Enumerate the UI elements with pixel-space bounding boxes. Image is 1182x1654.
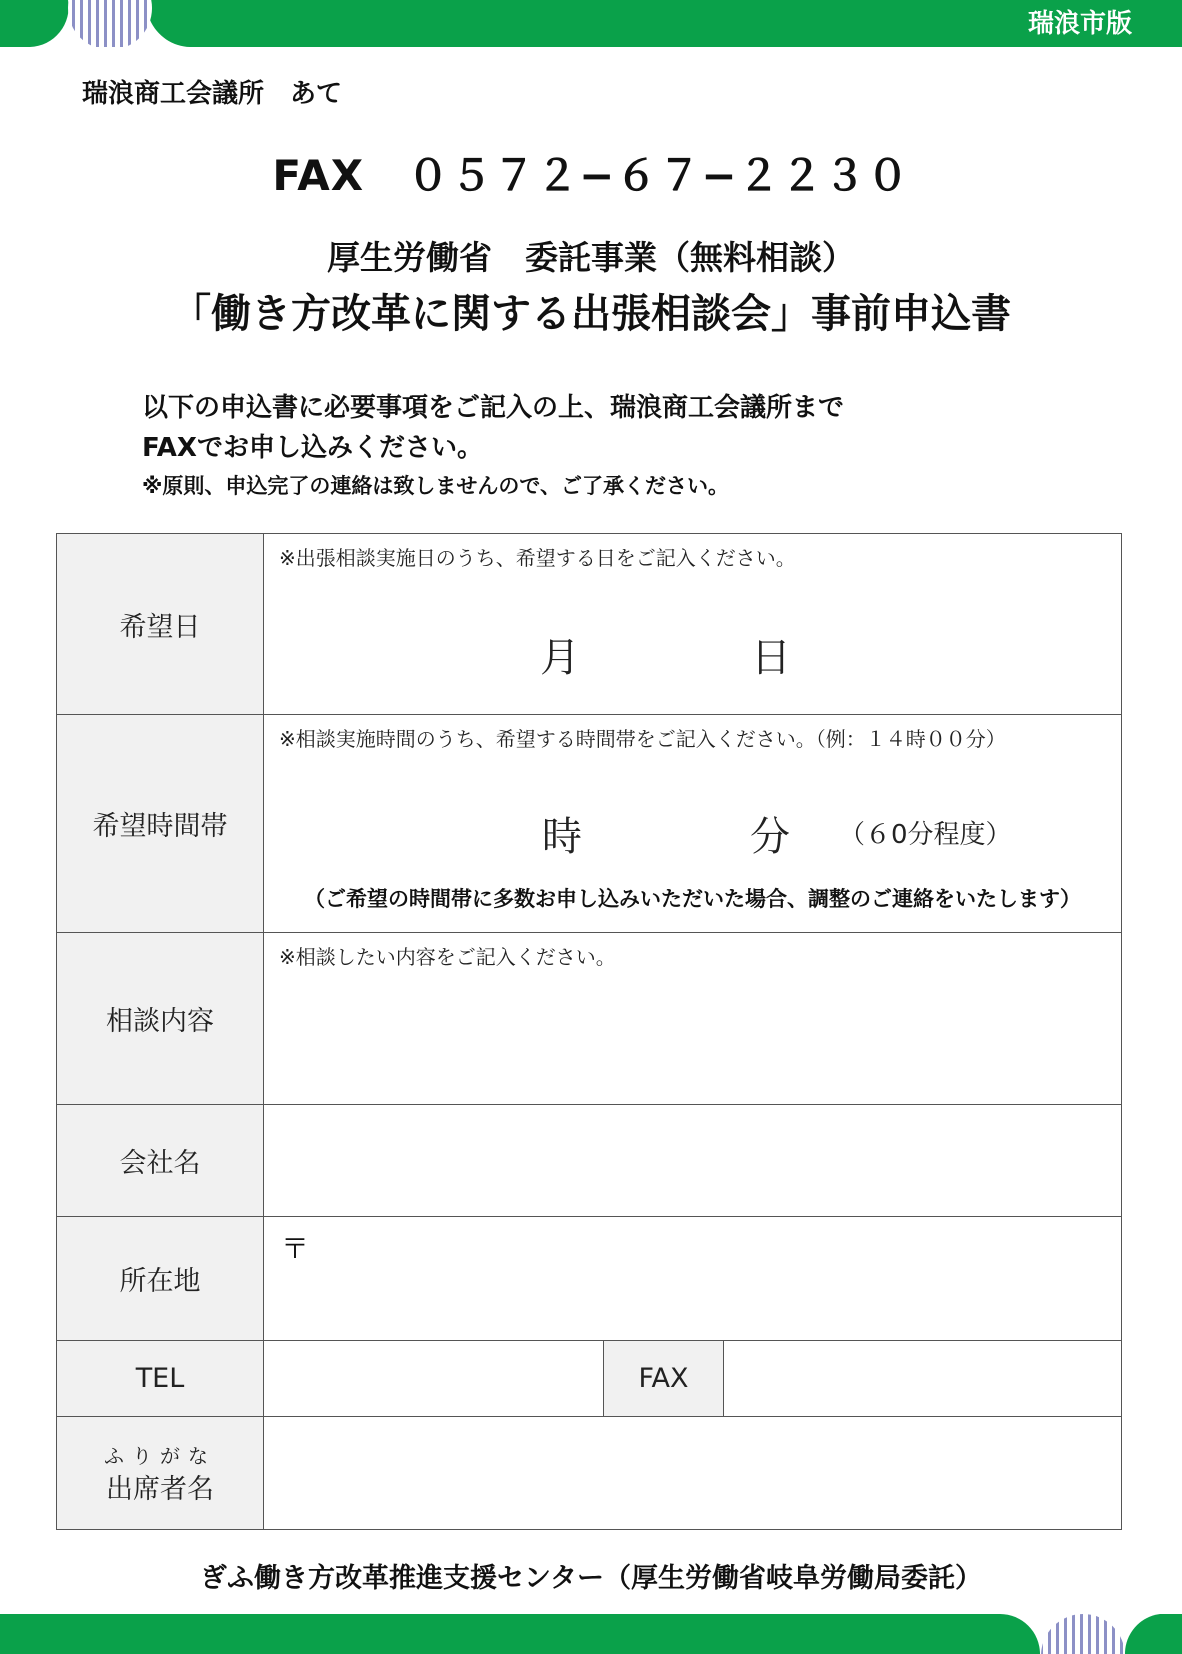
tel-field[interactable]: [264, 1341, 603, 1416]
application-form: [56, 533, 1122, 1530]
duration-note: （６0分程度）: [839, 820, 1012, 850]
preferred-time-note: ※相談実施時間のうち、希望する時間帯をご記入ください。（例：１４時００分）: [279, 727, 1006, 751]
preferred-date-note: ※出張相談実施日のうち、希望する日をご記入ください。: [279, 546, 796, 570]
consultation-content-label: 相談内容: [57, 933, 264, 1104]
fax-field[interactable]: [724, 1341, 1121, 1416]
consultation-content-note: ※相談したい内容をご記入ください。: [279, 945, 616, 969]
company-name-field[interactable]: [264, 1105, 1121, 1216]
attendee-name-field[interactable]: [264, 1417, 1121, 1529]
header-band: [0, 0, 1182, 47]
edition-label: 瑞浪市版: [1027, 9, 1132, 39]
schedule-adjustment-note: （ご希望の時間帯に多数お申し込みいただいた場合、調整のご連絡をいたします）: [304, 887, 1081, 911]
row-consultation-content: [57, 933, 1121, 1105]
address-label: 所在地: [57, 1217, 264, 1340]
instruction-line-1: 以下の申込書に必要事項をご記入の上、瑞浪商工会議所まで: [142, 393, 845, 423]
row-attendee-name: [57, 1417, 1121, 1529]
row-address: [57, 1217, 1121, 1341]
postal-mark: 〒: [281, 1232, 310, 1265]
form-title: 「働き方改革に関する出張相談会」事前申込書: [171, 291, 1011, 337]
hour-unit: 時: [542, 814, 582, 860]
row-preferred-time: [57, 715, 1121, 933]
fax-number-heading: FAX ０５７２−６７−２２３０: [272, 151, 910, 200]
preferred-time-field[interactable]: [264, 715, 1121, 932]
minute-unit: 分: [750, 814, 790, 860]
row-tel-fax: [57, 1341, 1121, 1417]
furigana-label: ふりがな: [104, 1444, 216, 1468]
subtitle: 厚生労働省 委託事業（無料相談）: [327, 238, 855, 277]
consultation-content-field[interactable]: [264, 933, 1121, 1104]
address-field[interactable]: [264, 1217, 1121, 1340]
row-preferred-date: [57, 534, 1121, 715]
preferred-time-label: 希望時間帯: [57, 715, 264, 932]
footer-organization: ぎふ働き方改革推進支援センター（厚生労働省岐阜労働局委託）: [200, 1563, 982, 1594]
row-company-name: [57, 1105, 1121, 1217]
fax-label: FAX: [603, 1341, 724, 1416]
attendee-label-text: 出席者名: [106, 1474, 214, 1505]
instruction-line-2: FAXでお申し込みください。: [142, 433, 483, 463]
tel-label: TEL: [57, 1341, 264, 1416]
preferred-date-label: 希望日: [57, 534, 264, 714]
instruction-note: ※原則、申込完了の連絡は致しませんので、ご了承ください。: [142, 474, 729, 498]
month-unit: 月: [540, 635, 580, 681]
footer-band: [0, 1614, 1182, 1654]
preferred-date-field[interactable]: [264, 534, 1121, 714]
company-name-label: 会社名: [57, 1105, 264, 1216]
addressee: 瑞浪商工会議所 あて: [82, 79, 343, 109]
attendee-name-label: [57, 1417, 264, 1529]
tel-fax-fields: [264, 1341, 1121, 1416]
day-unit: 日: [751, 635, 791, 681]
